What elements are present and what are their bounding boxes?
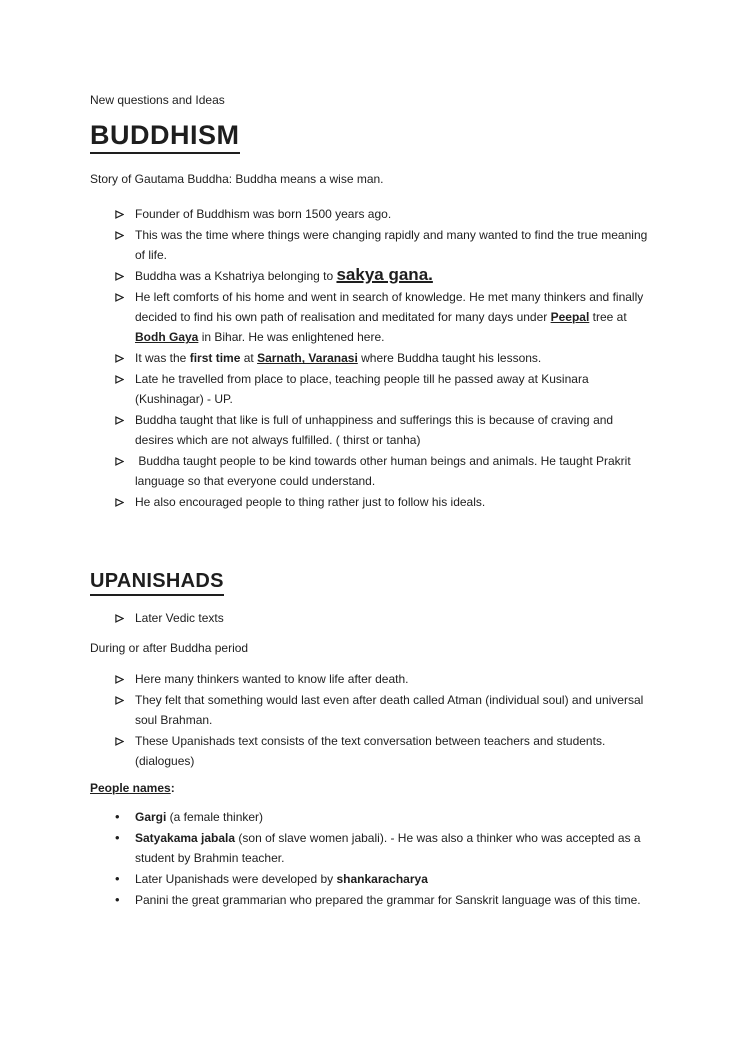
arrow-bullet-icon [115, 492, 135, 507]
text-segment: tree at [589, 310, 630, 325]
list-item-text [135, 287, 648, 347]
text-segment: Gargi [135, 810, 167, 825]
list-item-text [135, 348, 648, 368]
text-segment: Bodh Gaya [135, 330, 199, 345]
people-names-colon: : [170, 781, 175, 796]
arrow-bullet-icon [115, 204, 135, 219]
arrow-bullet-icon [115, 348, 135, 363]
text-segment: Later Upanishads were developed by [135, 872, 337, 887]
text-segment: first time [189, 351, 241, 366]
section-buddhism [90, 119, 651, 512]
list-item-text [135, 869, 648, 889]
list-item [115, 410, 648, 450]
text-segment: Peepal [550, 310, 590, 325]
list-item [115, 266, 648, 286]
arrow-bullet-icon [115, 287, 135, 302]
list-item [115, 869, 648, 889]
list-item-text [135, 369, 648, 409]
list-item-text [135, 890, 648, 910]
arrow-bullet-icon [115, 731, 135, 746]
text-segment: (son of slave women jabali). - He was also a thinker who was accepted as a student by Brahmin teacher. [135, 831, 644, 866]
text-segment: Satyakama jabala [135, 831, 236, 846]
arrow-bullet-icon [115, 225, 135, 240]
text-segment: Sarnath, Varanasi [257, 351, 358, 366]
text-segment: Panini the great grammarian who prepared the grammar for Sanskrit language was of this time. [135, 893, 641, 908]
text-segment: These Upanishads text consists of the text conversation between teachers and students. (dialogues) [135, 734, 609, 769]
arrow-bullet-icon [115, 690, 135, 705]
text-segment: This was the time where things were changing rapidly and many wanted to find the true meaning of life. [135, 228, 651, 263]
list-item-text [135, 608, 648, 628]
list-item-text [135, 731, 648, 771]
section-upanishads [90, 569, 648, 771]
text-segment: shankaracharya [336, 872, 428, 887]
list-item-text [135, 451, 648, 491]
list-item [115, 287, 648, 347]
list-item [115, 451, 648, 491]
list-item-text [135, 828, 648, 868]
list-item-text [135, 410, 648, 450]
people-names-label: People names [90, 781, 171, 796]
upanishads-title: UPANISHADS [90, 569, 224, 596]
list-item [115, 890, 648, 910]
text-segment: Founder of Buddhism was born 1500 years ago. [135, 207, 392, 222]
buddhism-bullet-list [90, 204, 651, 512]
buddhism-title: BUDDHISM [90, 119, 240, 154]
text-segment: It was the [135, 351, 190, 366]
text-segment: in Bihar. He was enlightened here. [198, 330, 385, 345]
upanishads-bullet-list [90, 669, 648, 771]
text-segment: He left comforts of his home and went in search of knowledge. He met many thinkers and finally decided to find his own path of realisation and meditated for many days under [135, 290, 647, 325]
text-segment: Buddha taught that like is full of unhappiness and sufferings this is because of craving and desires which are not always fulfilled. ( thirst or tanha) [135, 413, 617, 448]
buddhism-intro: Story of Gautama Buddha: Buddha means a wise man. [90, 172, 384, 187]
disc-bullet-icon: • [115, 871, 120, 887]
upanishads-period-paragraph: During or after Buddha period [90, 641, 249, 656]
list-item-text [135, 204, 648, 224]
arrow-bullet-icon [115, 369, 135, 384]
arrow-bullet-icon [115, 451, 135, 466]
upanishads-top-bullet-list [90, 608, 648, 628]
list-item [115, 828, 648, 868]
list-item [115, 690, 648, 730]
disc-bullet-icon: • [115, 892, 120, 908]
arrow-bullet-icon [115, 410, 135, 425]
text-segment: He also encouraged people to thing rather just to follow his ideals. [135, 495, 486, 510]
list-item-text [135, 690, 648, 730]
list-item [115, 225, 651, 265]
list-item [115, 348, 648, 368]
list-item-text [135, 492, 648, 512]
people-names-heading [90, 778, 648, 798]
text-segment: Here many thinkers wanted to know life after death. [135, 672, 409, 687]
arrow-bullet-icon [115, 669, 135, 684]
text-segment: Buddha taught people to be kind towards other human beings and animals. He taught Prakrit language so that everyone could understand. [135, 454, 635, 489]
disc-bullet-icon: • [115, 809, 120, 825]
list-item [115, 492, 648, 512]
list-item [115, 608, 648, 628]
disc-bullet-icon: • [115, 830, 120, 846]
arrow-bullet-icon [115, 266, 135, 281]
list-item-text [135, 807, 648, 827]
text-segment: sakya gana. [336, 265, 433, 285]
list-item [115, 731, 648, 771]
text-segment: Late he travelled from place to place, teaching people till he passed away at Kusinara (Kushinagar) - UP. [135, 372, 592, 407]
list-item [115, 807, 648, 827]
section-people-names [90, 778, 648, 910]
text-segment: (a female thinker) [166, 810, 264, 825]
text-segment: at [240, 351, 258, 366]
list-item-text [135, 669, 648, 689]
text-segment: where Buddha taught his lessons. [357, 351, 542, 366]
list-item [115, 669, 648, 689]
text-segment: They felt that something would last even after death called Atman (individual soul) and universal soul Brahman. [135, 693, 647, 728]
list-item-text [135, 266, 648, 286]
text-segment: Buddha was a Kshatriya belonging to [135, 269, 337, 284]
arrow-bullet-icon [115, 608, 135, 623]
list-item [115, 204, 648, 224]
people-names-bullet-list [90, 807, 648, 910]
list-item [115, 369, 648, 409]
header-note: New questions and Ideas [90, 93, 225, 107]
list-item-text [135, 225, 651, 265]
text-segment: Later Vedic texts [135, 611, 224, 626]
